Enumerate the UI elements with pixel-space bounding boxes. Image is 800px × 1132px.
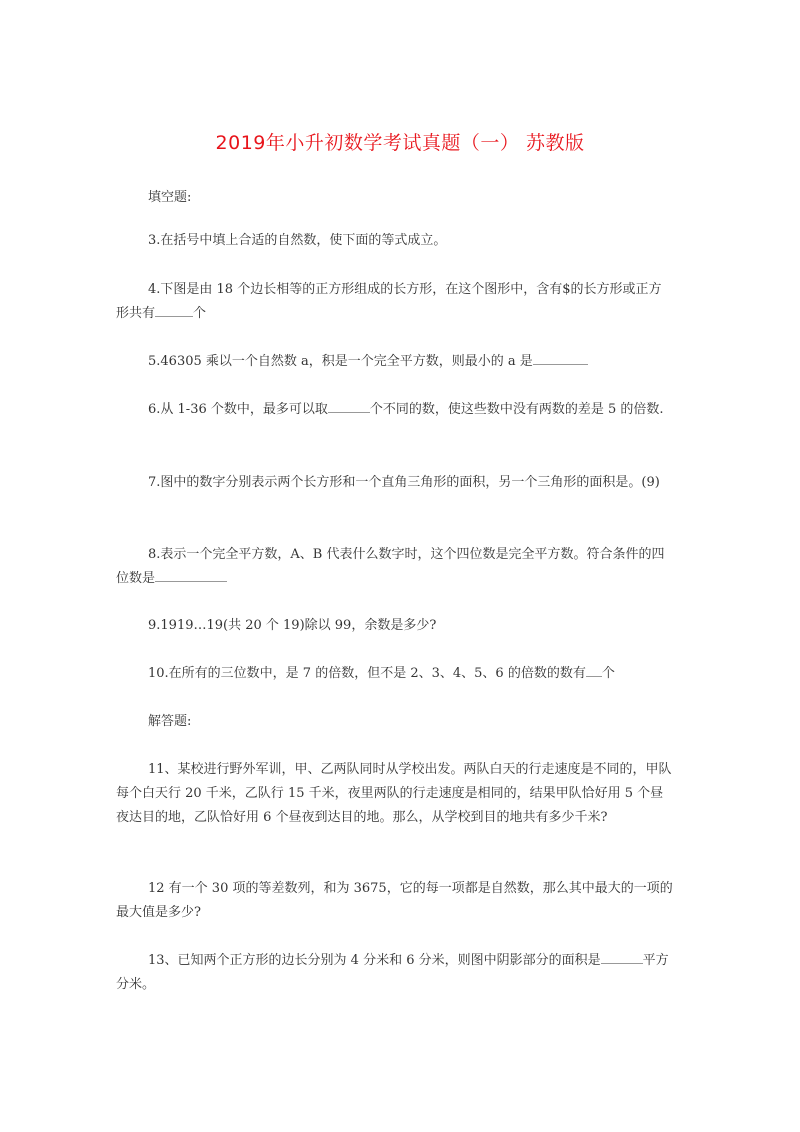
question-text: 12 有一个 30 项的等差数列，和为 3675，它的每一项都是自然数，那么其中最大的一项的最大值是多少? [116,881,673,920]
question-8 [116,543,674,591]
question-text: 13、已知两个正方形的边长分别为 4 分米和 6 分米，则图中阴影部分的面积是 [148,953,601,968]
question-text: 个不同的数，使这些数中没有两数的差是 5 的倍数. [369,402,664,417]
question-text: 8.表示一个完全平方数，A、B 代表什么数字时，这个四位数是完全平方数。符合条件的四位数是 [116,547,665,586]
answer-blank [533,350,588,365]
question-text: 11、某校进行野外军训，甲、乙两队同时从学校出发。两队白天的行走速度是不同的，甲队每个白天行 20 千米，乙队行 15 千米，夜里两队的行走速度是相同的，结果甲队恰好用 5 个昼夜达目的地，乙队恰好用 6 个昼夜到达目的地。那么，从学校到目的地共有多少千米? [116,762,672,825]
question-text: 4.下图是由 18 个边长相等的正方形组成的长方形，在这个图形中，含有$的长方形或正方形共有 [116,282,662,321]
question-text: 3.在括号中填上合适的自然数，使下面的等式成立。 [148,233,447,248]
question-text: 平方分米。 [116,953,669,992]
question-text: 6.从 1-36 个数中，最多可以取 [148,402,328,417]
question-5 [116,350,674,374]
question-text: 5.46305 乘以一个自然数 a，积是一个完全平方数，则最小的 a 是 [148,354,533,369]
question-6 [116,398,674,422]
question-11 [116,758,674,830]
answer-blank [155,302,193,317]
question-text: 9.1919…19(共 20 个 19)除以 99，余数是多少? [148,618,437,633]
answer-blank [155,567,227,582]
section-heading-fill-blank [116,186,674,210]
question-4 [116,278,674,326]
question-text: 个 [601,666,615,681]
answer-blank [586,662,602,677]
question-9 [116,614,674,638]
section-heading-text: 解答题: [148,714,192,729]
question-10 [116,662,674,686]
question-text: 10.在所有的三位数中，是 7 的倍数，但不是 2、3、4、5、6 的倍数的数有 [148,666,586,681]
section-heading-text: 填空题: [148,190,192,205]
question-13 [116,949,674,997]
document-title: 2019年小升初数学考试真题（一） 苏教版 [215,132,585,154]
answer-blank [328,398,370,413]
question-7 [116,471,674,495]
question-text: 个 [193,306,207,321]
section-heading-answer [116,710,674,734]
answer-blank [601,949,643,964]
question-3 [116,229,674,253]
question-text: 7.图中的数字分别表示两个长方形和一个直角三角形的面积，另一个三角形的面积是。(9) [148,475,660,490]
question-12 [116,877,674,925]
